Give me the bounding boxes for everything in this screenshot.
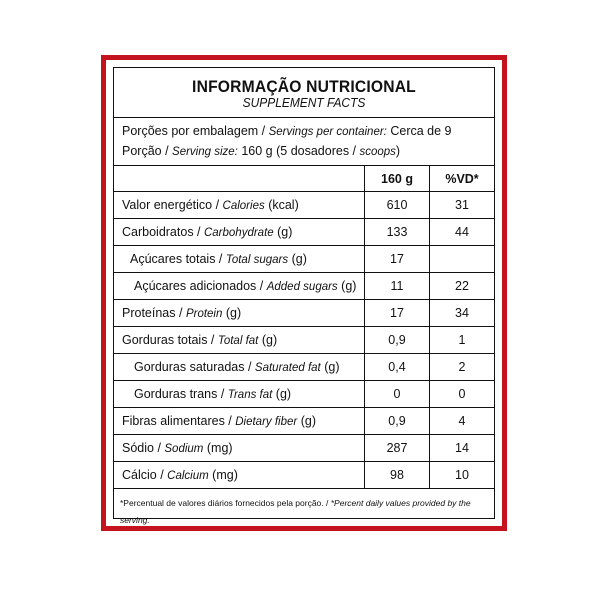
nutrient-row xyxy=(114,408,494,435)
nutrients-table xyxy=(114,166,494,489)
nutrient-amount: 0,9 xyxy=(365,327,430,354)
nutrient-row xyxy=(114,300,494,327)
nutrient-unit: (g) xyxy=(273,225,293,239)
nutrient-unit: (mg) xyxy=(208,468,238,482)
nutrient-name-en: Calories xyxy=(222,200,265,212)
nutrient-amount: 287 xyxy=(365,435,430,462)
nutrient-dv: 34 xyxy=(430,300,495,327)
servings-per-container-en: Servings per container: xyxy=(268,126,387,138)
nutrient-name-pt: Fibras alimentares / xyxy=(122,414,236,428)
nutrient-unit: (g) xyxy=(288,252,307,266)
nutrient-name-pt: Gorduras trans / xyxy=(134,387,228,401)
nutrient-row xyxy=(114,381,494,408)
servings-per-container-value: Cerca de 9 xyxy=(386,124,452,138)
nutrient-amount: 17 xyxy=(365,300,430,327)
nutrient-row xyxy=(114,435,494,462)
nutrient-name-pt: Carboidratos / xyxy=(122,225,204,239)
serving-size-pt: Porção / xyxy=(122,144,173,158)
nutrient-name-en: Protein xyxy=(185,308,223,320)
nutrient-amount: 0 xyxy=(365,381,430,408)
nutrient-unit: (g) xyxy=(337,279,357,293)
footnote-en: *Percent daily values provided by the serving. xyxy=(120,498,471,525)
nutrient-name xyxy=(114,462,365,489)
nutrient-name xyxy=(114,273,365,300)
nutrient-name-en: Dietary fiber xyxy=(235,416,298,428)
nutrient-name-pt: Proteínas / xyxy=(122,306,186,320)
nutrient-name xyxy=(114,192,365,219)
footnote xyxy=(114,489,494,529)
nutrient-row xyxy=(114,327,494,354)
nutrient-name-en: Saturated fat xyxy=(254,362,321,374)
column-header-blank xyxy=(114,166,365,192)
nutrient-dv: 44 xyxy=(430,219,495,246)
servings-per-container-pt: Porções por embalagem / xyxy=(122,124,269,138)
label-header xyxy=(114,68,494,118)
nutrient-dv: 22 xyxy=(430,273,495,300)
nutrient-name-en: Total fat xyxy=(217,335,259,347)
servings-per-container xyxy=(122,122,494,142)
nutrient-row xyxy=(114,219,494,246)
column-header-dv: %VD* xyxy=(430,166,495,192)
nutrient-name-pt: Gorduras saturadas / xyxy=(134,360,255,374)
column-header-amount: 160 g xyxy=(365,166,430,192)
nutrient-unit: (g) xyxy=(272,387,292,401)
serving-size-scoops: scoops xyxy=(359,146,396,158)
nutrient-amount: 17 xyxy=(365,246,430,273)
nutrient-name xyxy=(114,327,365,354)
nutrient-dv: 2 xyxy=(430,354,495,381)
serving-size-value: 160 g (5 dosadores / xyxy=(237,144,360,158)
nutrient-name xyxy=(114,246,365,273)
nutrient-dv: 10 xyxy=(430,462,495,489)
nutrient-unit: (mg) xyxy=(203,441,233,455)
nutrient-unit: (g) xyxy=(320,360,340,374)
footnote-pt: *Percentual de valores diários fornecidos pela porção. xyxy=(120,498,324,508)
nutrient-name xyxy=(114,435,365,462)
nutrient-name-en: Added sugars xyxy=(266,281,338,293)
nutrient-row xyxy=(114,273,494,300)
nutrient-amount: 11 xyxy=(365,273,430,300)
nutrient-row xyxy=(114,246,494,273)
nutrient-name-en: Sodium xyxy=(164,443,204,455)
nutrient-amount: 133 xyxy=(365,219,430,246)
nutrient-dv: 1 xyxy=(430,327,495,354)
nutrient-name xyxy=(114,219,365,246)
nutrient-dv: 31 xyxy=(430,192,495,219)
nutrient-name xyxy=(114,408,365,435)
nutrient-dv: 14 xyxy=(430,435,495,462)
serving-info xyxy=(114,118,494,166)
nutrient-name-pt: Valor energético / xyxy=(122,198,223,212)
nutrient-name-pt: Gorduras totais / xyxy=(122,333,218,347)
nutrient-amount: 610 xyxy=(365,192,430,219)
label-title: INFORMAÇÃO NUTRICIONAL xyxy=(192,77,416,96)
column-header-row xyxy=(114,166,494,192)
nutrient-name-en: Carbohydrate xyxy=(203,227,274,239)
nutrient-name xyxy=(114,300,365,327)
label-subtitle: SUPPLEMENT FACTS xyxy=(242,95,366,110)
label-frame xyxy=(101,55,507,531)
nutrient-unit: (g) xyxy=(258,333,278,347)
nutrient-name-en: Total sugars xyxy=(225,254,289,266)
footnote-sep: / xyxy=(323,498,331,508)
serving-size-close: ) xyxy=(395,144,401,158)
nutrient-name-en: Trans fat xyxy=(227,389,273,401)
nutrient-amount: 0,9 xyxy=(365,408,430,435)
nutrient-unit: (kcal) xyxy=(264,198,299,212)
nutrient-name-pt: Cálcio / xyxy=(122,468,168,482)
nutrition-table xyxy=(113,67,495,525)
nutrient-dv xyxy=(430,246,495,273)
nutrient-dv: 0 xyxy=(430,381,495,408)
nutrient-name-pt: Sódio / xyxy=(122,441,165,455)
nutrient-row xyxy=(114,462,494,489)
nutrient-name-en: Calcium xyxy=(167,470,209,482)
nutrient-amount: 0,4 xyxy=(365,354,430,381)
nutrient-row xyxy=(114,354,494,381)
nutrient-row xyxy=(114,192,494,219)
nutrient-name-pt: Açúcares adicionados / xyxy=(134,279,267,293)
nutrient-unit: (g) xyxy=(297,414,316,428)
nutrient-unit: (g) xyxy=(222,306,242,320)
serving-size-en: Serving size: xyxy=(172,146,238,158)
nutrient-amount: 98 xyxy=(365,462,430,489)
nutrient-dv: 4 xyxy=(430,408,495,435)
nutrient-name xyxy=(114,381,365,408)
nutrient-name xyxy=(114,354,365,381)
nutrient-name-pt: Açúcares totais / xyxy=(130,252,226,266)
serving-size xyxy=(122,142,494,162)
